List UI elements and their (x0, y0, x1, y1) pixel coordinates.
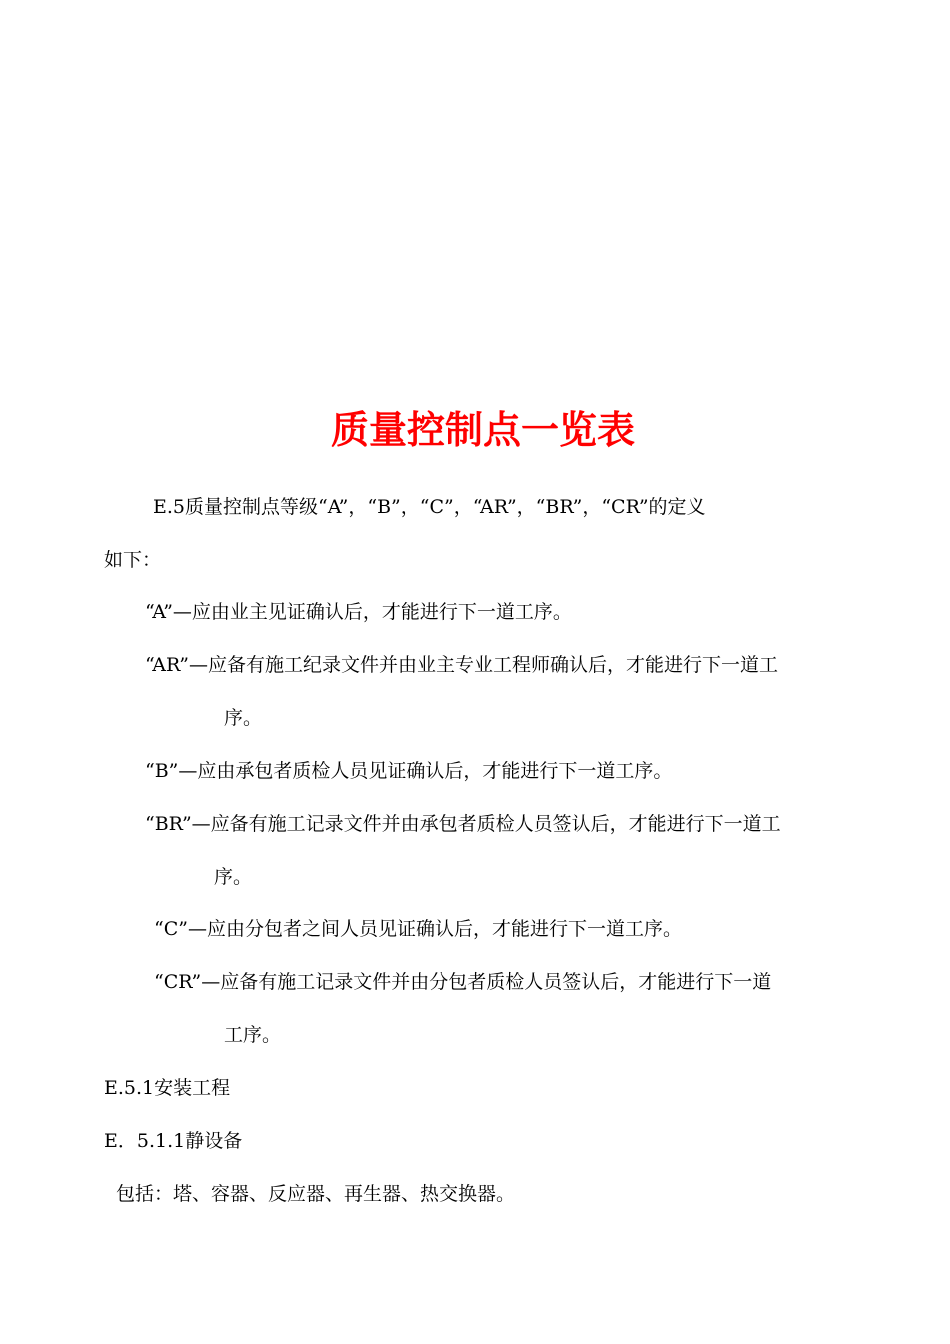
definition-ar: “AR”—应备有施工纪录文件并由业主专业工程师确认后，才能进行下一道工 (145, 654, 778, 676)
definition-a: “A”—应由业主见证确认后，才能进行下一道工序。 (145, 601, 572, 623)
definition-br-continued: 序。 (214, 866, 253, 888)
intro-line-1: E.5质量控制点等级“A”，“B”，“C”，“AR”，“BR”，“CR”的定义 (153, 496, 706, 518)
definition-cr: “CR”—应备有施工记录文件并由分包者质检人员签认后，才能进行下一道 (154, 971, 772, 993)
section-heading: E.5.1安装工程 (104, 1077, 231, 1099)
intro-line-2: 如下： (104, 549, 162, 571)
definition-ar-continued: 序。 (224, 707, 263, 729)
includes-line: 包括：塔、容器、反应器、再生器、热交换器。 (116, 1183, 516, 1205)
definition-br: “BR”—应备有施工记录文件并由承包者质检人员签认后，才能进行下一道工 (145, 813, 781, 835)
definition-b: “B”—应由承包者质检人员见证确认后，才能进行下一道工序。 (145, 760, 673, 782)
document-title: 质量控制点一览表 (330, 408, 635, 452)
definition-c: “C”—应由分包者之间人员见证确认后，才能进行下一道工序。 (154, 918, 682, 940)
subsection-heading: E．5.1.1静设备 (104, 1130, 243, 1152)
definition-cr-continued: 工序。 (224, 1024, 282, 1046)
